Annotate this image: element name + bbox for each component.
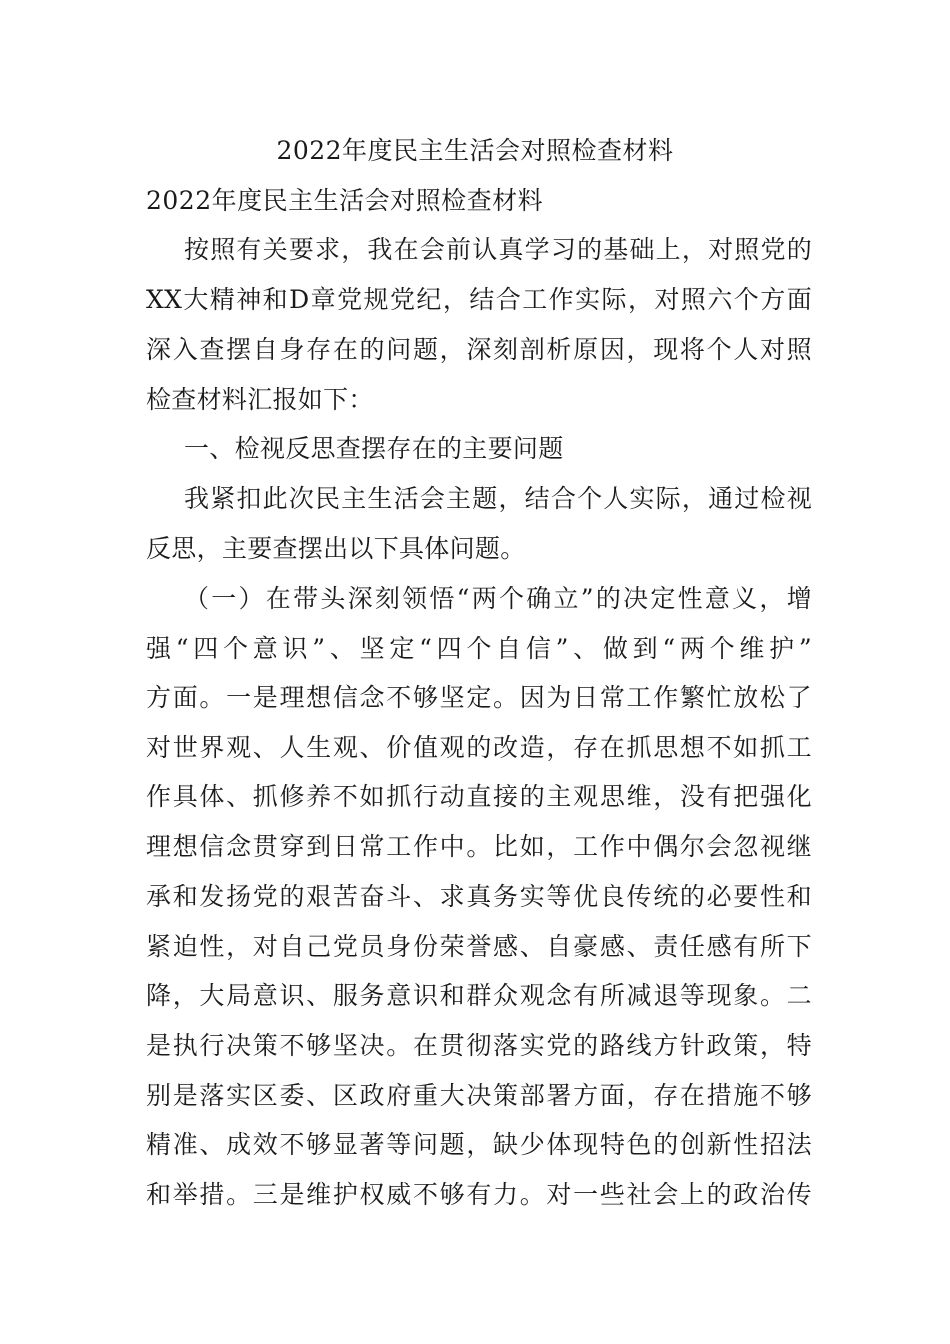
paragraph-line: 降，大局意识、服务意识和群众观念有所减退等现象。二 xyxy=(146,981,812,1010)
paragraph-line: 和举措。三是维护权威不够有力。对一些社会上的政治传 xyxy=(146,1180,812,1209)
paragraph-line: 作具体、抓修养不如抓行动直接的主观思维，没有把强化 xyxy=(146,782,812,811)
paragraph-line: 我紧扣此次民主生活会主题，结合个人实际，通过检视 xyxy=(184,484,812,513)
paragraph-line: 精准、成效不够显著等问题，缺少体现特色的创新性招法 xyxy=(146,1130,812,1159)
section-heading: 一、检视反思查摆存在的主要问题 xyxy=(184,434,564,463)
paragraph-line: 深入查摆自身存在的问题，深刻剖析原因，现将个人对照 xyxy=(146,335,812,364)
paragraph-line: （一）在带头深刻领悟“两个确立”的决定性意义，增 xyxy=(184,584,812,613)
paragraph-line: 别是落实区委、区政府重大决策部署方面，存在措施不够 xyxy=(146,1081,812,1110)
paragraph-line: 理想信念贯穿到日常工作中。比如，工作中偶尔会忽视继 xyxy=(146,832,812,861)
paragraph-line: 检查材料汇报如下： xyxy=(146,385,374,414)
paragraph-line: 反思，主要查摆出以下具体问题。 xyxy=(146,534,526,563)
paragraph-line: 是执行决策不够坚决。在贯彻落实党的路线方针政策，特 xyxy=(146,1031,812,1060)
paragraph-line: XX大精神和D章党规党纪，结合工作实际，对照六个方面 xyxy=(146,285,812,314)
paragraph-line: 紧迫性，对自己党员身份荣誉感、自豪感、责任感有所下 xyxy=(146,932,812,961)
paragraph-line: 承和发扬党的艰苦奋斗、求真务实等优良传统的必要性和 xyxy=(146,882,812,911)
paragraph-line: 按照有关要求，我在会前认真学习的基础上，对照党的 xyxy=(184,235,812,264)
paragraph-line: 对世界观、人生观、价值观的改造，存在抓思想不如抓工 xyxy=(146,733,812,762)
paragraph-line: 方面。一是理想信念不够坚定。因为日常工作繁忙放松了 xyxy=(146,683,812,712)
document-subtitle: 2022年度民主生活会对照检查材料 xyxy=(146,186,544,215)
document-title: 2022年度民主生活会对照检查材料 xyxy=(276,136,674,165)
paragraph-line: 强“四个意识”、坚定“四个自信”、做到“两个维护” xyxy=(146,634,812,663)
